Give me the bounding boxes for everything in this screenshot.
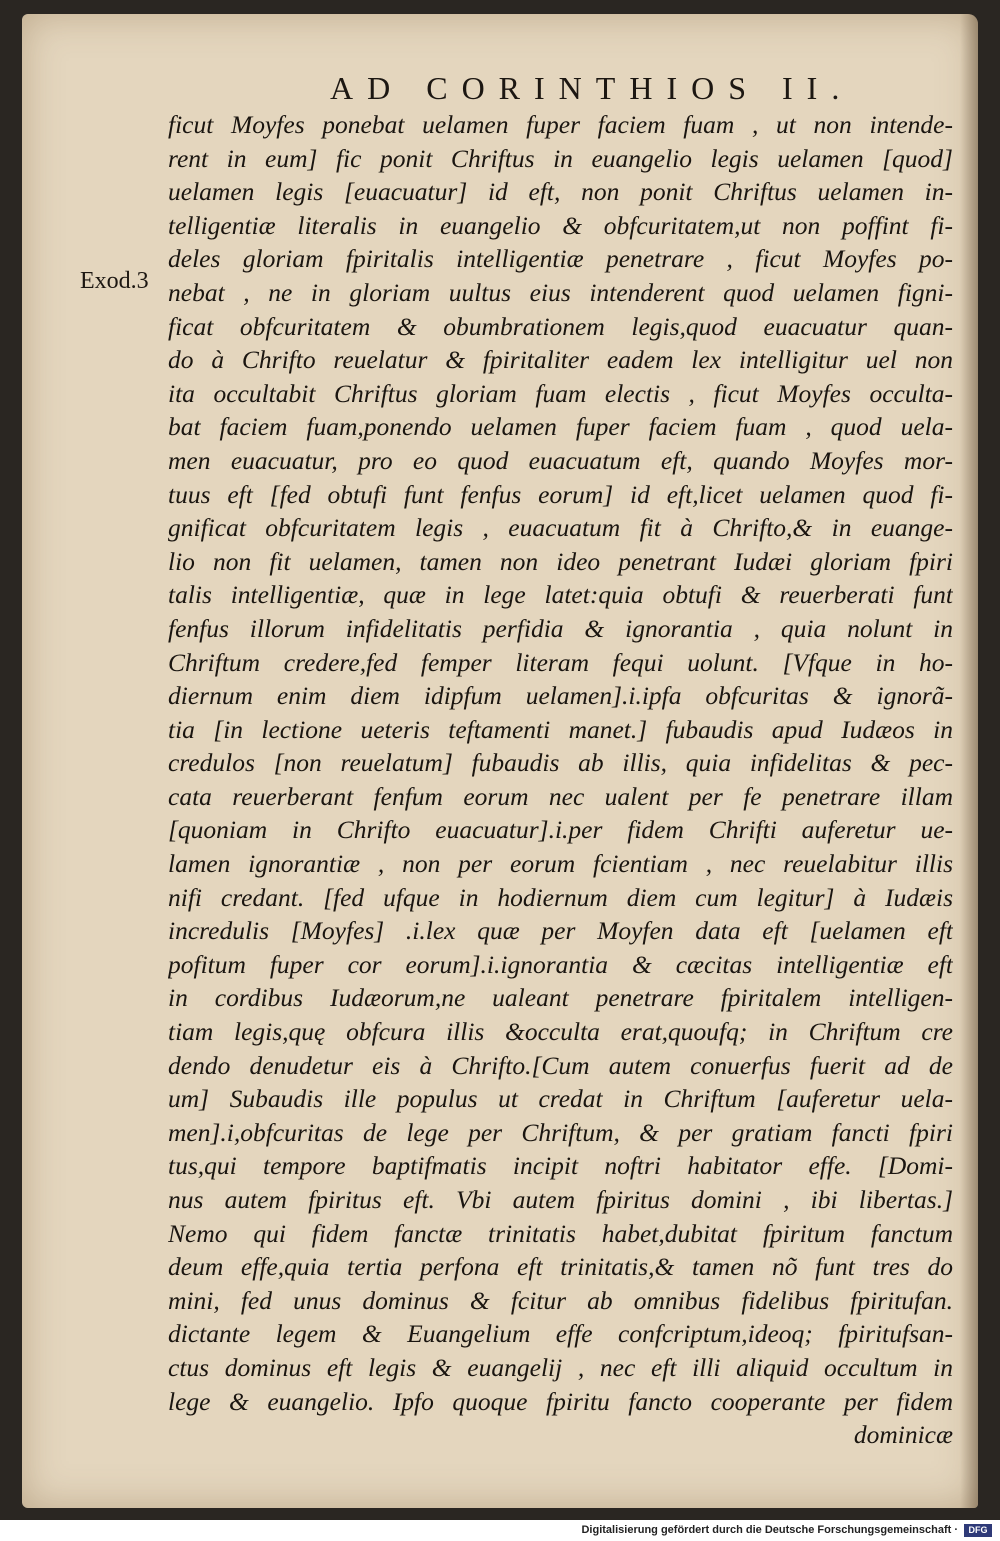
text-line: talis intelligentiæ, quæ in lege latet:quia obtufi & reuerberati funt [168, 580, 953, 610]
text-line: tuus eft [fed obtufi funt fenfus eorum] id eft,licet uelamen quod fi- [168, 479, 953, 509]
catchword: dominicæ [853, 1420, 953, 1450]
dfg-logo-icon: DFG [964, 1524, 992, 1537]
text-line: mini, fed unus dominus & fcitur ab omnibus fidelibus fpiritufan. [168, 1285, 953, 1315]
text-line: in cordibus Iudæorum,ne ualeant penetrare fpiritalem intelligen- [168, 983, 953, 1013]
text-line: lege & euangelio. Ipfo quoque fpiritu fancto cooperante per fidem [168, 1386, 953, 1416]
text-line: nus autem fpiritus eft. Vbi autem fpiritus domini , ibi libertas.] [168, 1185, 953, 1214]
text-line: lio non fit uelamen, tamen non ideo penetrant Iudæi gloriam fpiri [168, 546, 953, 576]
body-text [168, 108, 953, 1452]
text-line: dendo denudetur eis à Chrifto.[Cum autem conuerfus fuerit ad de [168, 1050, 953, 1080]
text-line: lamen ignorantiæ , non per eorum fcientiam , nec reuelabitur illis [168, 849, 953, 879]
text-line: deles gloriam fpiritalis intelligentiæ penetrare , ficut Moyfes po- [168, 244, 953, 274]
text-line: tia [in lectione ueteris teftamenti manet.] fubaudis apud Iudæos in [168, 714, 953, 744]
text-line: Nemo qui fidem fanctæ trinitatis habet,dubitat fpiritum fanctum [168, 1218, 953, 1248]
text-line: ficut Moyfes ponebat uelamen fuper faciem fuam , ut non intende- [168, 110, 953, 139]
text-line: dictante legem & Euangelium effe confcriptum,ideoq; fpiritufsan- [168, 1319, 953, 1349]
text-line: men].i,obfcuritas de lege per Chriftum, & per gratiam fancti fpiri [168, 1117, 953, 1147]
text-line: do à Chrifto reuelatur & fpiritaliter eadem lex intelligitur uel non [168, 345, 953, 375]
text-line: nifi credant. [fed ufque in hodiernum diem cum legitur] à Iudæis [168, 882, 953, 912]
text-line: nebat , ne in gloriam uultus eius intenderent quod uelamen figni- [168, 277, 953, 307]
text-line: deum effe,quia tertia perfona eft trinitatis,& tamen nõ funt tres do [168, 1252, 953, 1282]
text-line: diernum enim diem idipfum uelamen].i.ipfa obfcuritas & ignorã- [168, 681, 953, 711]
page-edge-shadow [960, 14, 978, 1508]
text-line: telligentiæ literalis in euangelio & obfcuritatem,ut non poffint fi- [168, 210, 953, 240]
text-line: [quoniam in Chrifto euacuatur].i.per fidem Chrifti auferetur ue- [168, 815, 953, 845]
text-line: um] Subaudis ille populus ut credat in Chriftum [auferetur uela- [168, 1084, 953, 1114]
text-line: Chriftum credere,fed femper literam fequi uolunt. [Vfque in ho- [168, 647, 953, 677]
text-line: tus,qui tempore baptifmatis incipit noftri habitator effe. [Domi- [168, 1151, 953, 1181]
text-line: tiam legis,quę obfcura illis &occulta erat,quoufq; in Chriftum cre [168, 1017, 953, 1047]
text-line: ficat obfcuritatem & obumbrationem legis,quod euacuatur quan- [168, 311, 953, 341]
text-line: fenfus illorum infidelitatis perfidia & ignorantia , quia nolunt in [168, 613, 953, 643]
running-head: AD CORINTHIOS II. [330, 70, 854, 106]
text-line: pofitum fuper cor eorum].i.ignorantia & cæcitas intelligentiæ eft [168, 949, 953, 979]
text-line: ctus dominus eft legis & euangelij , nec eft illi aliquid occultum in [168, 1352, 953, 1382]
text-line: gnificat obfcuritatem legis , euacuatum fit à Chrifto,& in euange- [168, 513, 953, 543]
footer-bar [0, 1520, 1000, 1541]
margin-note: Exod.3 [80, 268, 149, 294]
text-line: ita occultabit Chriftus gloriam fuam electis , ficut Moyfes occulta- [168, 378, 953, 408]
text-line: cata reuerberant fenfum eorum nec ualent per fe penetrare illam [168, 781, 953, 811]
funding-notice: Digitalisierung gefördert durch die Deutsche Forschungsgemeinschaft · [581, 1524, 958, 1536]
text-line: rent in eum] fic ponit Chriftus in euangelio legis uelamen [quod] [168, 143, 953, 173]
text-line: uelamen legis [euacuatur] id eft, non ponit Chriftus uelamen in- [168, 177, 953, 207]
text-line: bat faciem fuam,ponendo uelamen fuper faciem fuam , quod uela- [168, 412, 953, 442]
text-line: credulos [non reuelatum] fubaudis ab illis, quia infidelitas & pec- [168, 748, 953, 778]
text-line: men euacuatur, pro eo quod euacuatum eft, quando Moyfes mor- [168, 445, 953, 475]
text-line: incredulis [Moyfes] .i.lex quæ per Moyfen data eft [uelamen eft [168, 916, 953, 946]
